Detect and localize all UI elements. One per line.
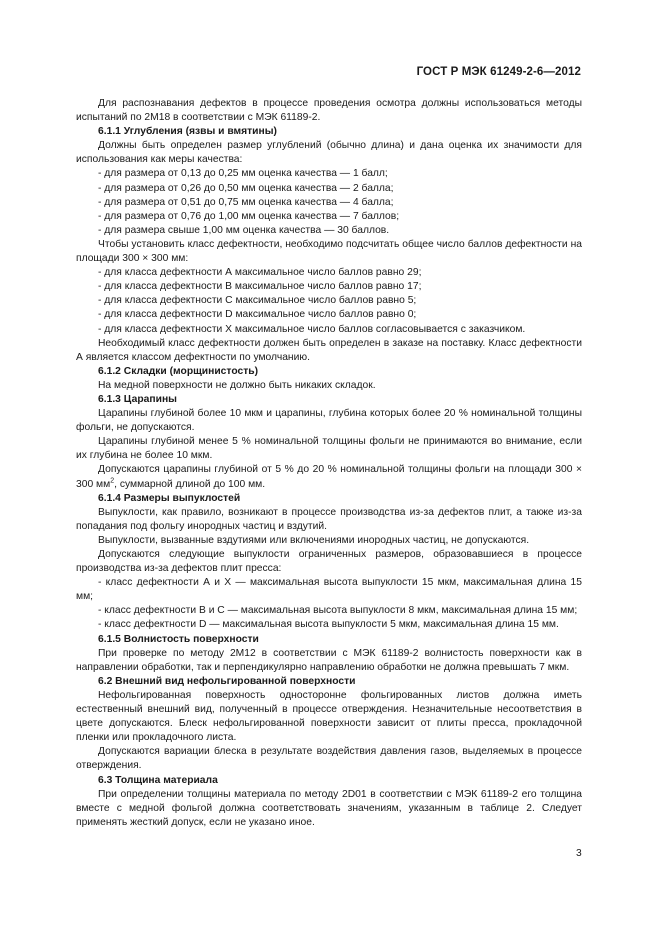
- section-heading: 6.1.2 Складки (морщинистость): [98, 365, 258, 377]
- section-heading: 6.3 Толщина материала: [98, 774, 218, 786]
- section-heading: 6.2 Внешний вид нефольгированной поверхности: [98, 675, 356, 687]
- paragraph-text: , суммарной длиной до 100 мм.: [114, 478, 266, 490]
- paragraph-text: Допускаются царапины глубиной от 5 % до 20 % номинальной толщины фольги на площади 300 × 300 мм: [76, 464, 582, 490]
- list-item: - для класса дефектности X максимальное число баллов согласовывается с заказчиком.: [98, 323, 526, 335]
- section-heading: 6.1.3 Царапины: [98, 393, 177, 405]
- list-item: - для класса дефектности D максимальное число баллов равно 0;: [98, 309, 417, 321]
- paragraph: Царапины глубиной менее 5 % номинальной толщины фольги не принимаются во внимание, если их глубина не более 10 мкм.: [76, 436, 582, 462]
- paragraph: При определении толщины материала по методу 2D01 в соответствии с МЭК 61189-2 его толщина вместе с медной фольгой должна соответствовать значениям, указанным в таблице 2. Следует применять жесткий допуск, если не указано иное.: [76, 788, 582, 828]
- paragraph: Допускаются следующие выпуклости ограниченных размеров, образовавшиеся в процессе производства из-за дефектов плит пресса:: [76, 549, 582, 575]
- list-item: - для размера от 0,13 до 0,25 мм оценка качества — 1 балл;: [98, 168, 388, 180]
- document-header: ГОСТ Р МЭК 61249-2-6—2012: [416, 66, 581, 78]
- page-number: 3: [576, 848, 582, 859]
- paragraph: Выпуклости, вызванные вздутиями или включениями инородных частиц, не допускаются.: [98, 534, 530, 546]
- paragraph: Царапины глубиной более 10 мкм и царапины, глубина которых более 20 % номинальной толщины фольги, не допускаются.: [76, 408, 582, 434]
- list-item: - для класса дефектности С максимальное число баллов равно 5;: [98, 295, 417, 307]
- list-item: - для размера от 0,26 до 0,50 мм оценка качества — 2 балла;: [98, 182, 394, 194]
- list-item: - класс дефектности D — максимальная высота выпуклости 5 мкм, максимальная длина 15 мм.: [98, 619, 559, 631]
- paragraph: Допускаются вариации блеска в результате воздействия давления газов, выделяемых в процессе отверждения.: [76, 746, 582, 772]
- list-item: - для размера свыше 1,00 мм оценка качества — 30 баллов.: [98, 224, 390, 236]
- paragraph: Нефольгированная поверхность односторонне фольгированных листов должна иметь естественный внешний вид, полученный в процессе отверждения. Незначительные несоответствия в цвете допускаются. Блеск нефольгированной поверхности зависит от плиты пресса, прокладочной пленки или прокладочного листа.: [76, 689, 582, 744]
- list-item: - для размера от 0,51 до 0,75 мм оценка качества — 4 балла;: [98, 196, 394, 208]
- paragraph: Должны быть определен размер углублений (обычно длина) и дана оценка их значимости для использования как меры качества:: [76, 140, 582, 166]
- section-heading: 6.1.1 Углубления (язвы и вмятины): [98, 126, 277, 138]
- list-item: - для класса дефектности А максимальное число баллов равно 29;: [98, 267, 422, 279]
- section-heading: 6.1.5 Волнистость поверхности: [98, 633, 259, 645]
- document-body: [76, 97, 582, 830]
- paragraph: При проверке по методу 2М12 в соответствии с МЭК 61189-2 волнистость поверхности как в направлении обработки, так и перпендикулярно направлению обработки не должна превышать 7 мкм.: [76, 647, 582, 673]
- paragraph: Необходимый класс дефектности должен быть определен в заказе на поставку. Класс дефектности А является классом дефектности по умолчанию.: [76, 337, 582, 363]
- list-item: - класс дефектности А и X — максимальная высота выпуклости 15 мкм, максимальная длина 15 мм;: [76, 577, 582, 603]
- paragraph: На медной поверхности не должно быть никаких складок.: [98, 379, 376, 391]
- paragraph: [76, 463, 582, 491]
- paragraph: Чтобы установить класс дефектности, необходимо подсчитать общее число баллов дефектности на площади 300 × 300 мм:: [76, 238, 582, 265]
- list-item: - класс дефектности В и С — максимальная высота выпуклости 8 мкм, максимальная длина 15 мм;: [98, 605, 578, 617]
- section-heading: 6.1.4 Размеры выпуклостей: [98, 492, 241, 504]
- paragraph: Для распознавания дефектов в процессе проведения осмотра должны использоваться методы испытаний по 2М18 в соответствии с МЭК 61189-2.: [76, 98, 582, 124]
- paragraph: Выпуклости, как правило, возникают в процессе производства из-за дефектов плит, а также из-за попадания под фольгу инородных частиц и вздутий.: [76, 506, 582, 532]
- list-item: - для размера от 0,76 до 1,00 мм оценка качества — 7 баллов;: [98, 210, 400, 222]
- list-item: - для класса дефектности В максимальное число баллов равно 17;: [98, 281, 422, 293]
- superscript: 2: [110, 477, 115, 485]
